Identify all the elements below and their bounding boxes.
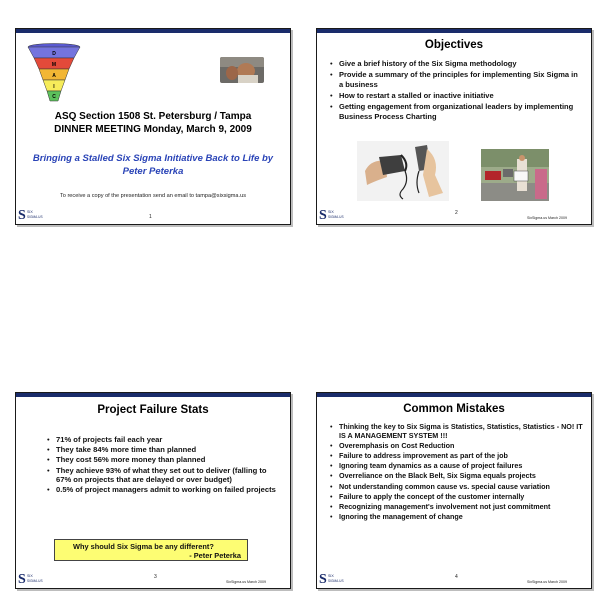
- page-number: 4: [455, 574, 458, 580]
- slide-2[interactable]: [316, 28, 592, 225]
- logo-letter: S: [18, 208, 26, 223]
- list-item: • Give a brief history of the Six Sigma methodology: [329, 59, 579, 68]
- list-item: • Provide a summary of the principles for implementing Six Sigma in a business: [329, 70, 579, 88]
- sixsigma-logo: [18, 210, 50, 222]
- email-note: To receive a copy of the presentation send an email to tampa@sixsigma.us: [59, 193, 247, 199]
- slide-title: Project Failure Stats: [97, 404, 209, 416]
- page-number: 1: [149, 214, 152, 220]
- footer-text: SixSigma.us March 2009: [527, 216, 567, 220]
- sixsigma-logo: [319, 210, 351, 222]
- footer-text: SixSigma.us March 2009: [226, 580, 266, 584]
- presentation-subtitle: Bringing a Stalled Six Sigma Initiative Back to Life by Peter Peterka: [32, 153, 274, 177]
- logo-line1: SIX: [328, 210, 334, 214]
- list-item: • They take 84% more time than planned: [46, 445, 276, 454]
- logo-letter: S: [319, 572, 327, 587]
- street-protest-photo: [481, 149, 549, 201]
- logo-letter: S: [319, 208, 327, 223]
- slide-top-bar: [16, 393, 290, 397]
- dmaic-funnel-icon: [26, 43, 82, 103]
- slide-4[interactable]: [316, 392, 592, 589]
- list-item: • Overreliance on the Black Belt, Six Sigma equals projects: [329, 472, 585, 481]
- quote-box: [54, 539, 248, 561]
- list-item: • Ignoring team dynamics as a cause of project failures: [329, 462, 585, 471]
- list-item: • Overemphasis on Cost Reduction: [329, 442, 585, 451]
- logo-line2: SIGMA.US: [328, 579, 344, 583]
- quote-text: Why should Six Sigma be any different?: [73, 542, 214, 551]
- slide-top-bar: [16, 29, 290, 33]
- slide-1[interactable]: [15, 28, 291, 225]
- bullet-list: [329, 423, 585, 523]
- list-item: • How to restart a stalled or inactive initiative: [329, 91, 579, 100]
- list-item: • Getting engagement from organizational leaders by implementing Business Process Charting: [329, 102, 579, 120]
- funnel-letter: C: [52, 94, 56, 100]
- logo-line1: SIX: [27, 574, 33, 578]
- slide-top-bar: [317, 29, 591, 33]
- list-item: • 71% of projects fail each year: [46, 435, 276, 444]
- list-item: • They achieve 93% of what they set out to deliver (falling to 67% on projects that are delayed or over budget): [46, 466, 276, 485]
- page-number: 3: [154, 574, 157, 580]
- logo-line2: SIGMA.US: [27, 215, 43, 219]
- slide-top-bar: [317, 393, 591, 397]
- list-item: • Thinking the key to Six Sigma is Statistics, Statistics, Statistics - NO! IT IS A MANAGEMENT SYSTEM !!!: [329, 423, 585, 440]
- quote-author: - Peter Peterka: [189, 551, 241, 560]
- list-item: • 0.5% of project managers admit to working on failed projects: [46, 485, 276, 494]
- logo-line1: SIX: [27, 210, 33, 214]
- slide-title: Common Mistakes: [403, 403, 505, 415]
- list-item: • Failure to address improvement as part of the job: [329, 452, 585, 461]
- logo-line2: SIGMA.US: [27, 579, 43, 583]
- slide-3[interactable]: [15, 392, 291, 589]
- list-item: • Ignoring the management of change: [329, 513, 585, 522]
- list-item: • They cost 56% more money than planned: [46, 455, 276, 464]
- meeting-title: ASQ Section 1508 St. Petersburg / Tampa DINNER MEETING Monday, March 9, 2009: [54, 111, 252, 135]
- list-item: • Recognizing management's involvement not just commitment: [329, 503, 585, 512]
- bullet-list: [46, 435, 276, 495]
- funnel-letter: A: [52, 73, 56, 79]
- sixsigma-logo: [319, 574, 351, 586]
- meeting-photo-image: [220, 57, 264, 83]
- footer-text: SixSigma.us March 2009: [527, 580, 567, 584]
- phone-handset-photo: [357, 141, 449, 201]
- slide-title: Objectives: [424, 39, 484, 51]
- sixsigma-logo: [18, 574, 50, 586]
- bullet-list: [329, 59, 579, 123]
- logo-letter: S: [18, 572, 26, 587]
- funnel-letter: D: [52, 51, 56, 57]
- logo-line2: SIGMA.US: [328, 215, 344, 219]
- funnel-letter: M: [51, 62, 57, 68]
- page-number: 2: [455, 210, 458, 216]
- funnel-letter: I: [53, 84, 55, 90]
- logo-line1: SIX: [328, 574, 334, 578]
- list-item: • Failure to apply the concept of the customer internally: [329, 493, 585, 502]
- list-item: • Not understanding common cause vs. special cause variation: [329, 483, 585, 492]
